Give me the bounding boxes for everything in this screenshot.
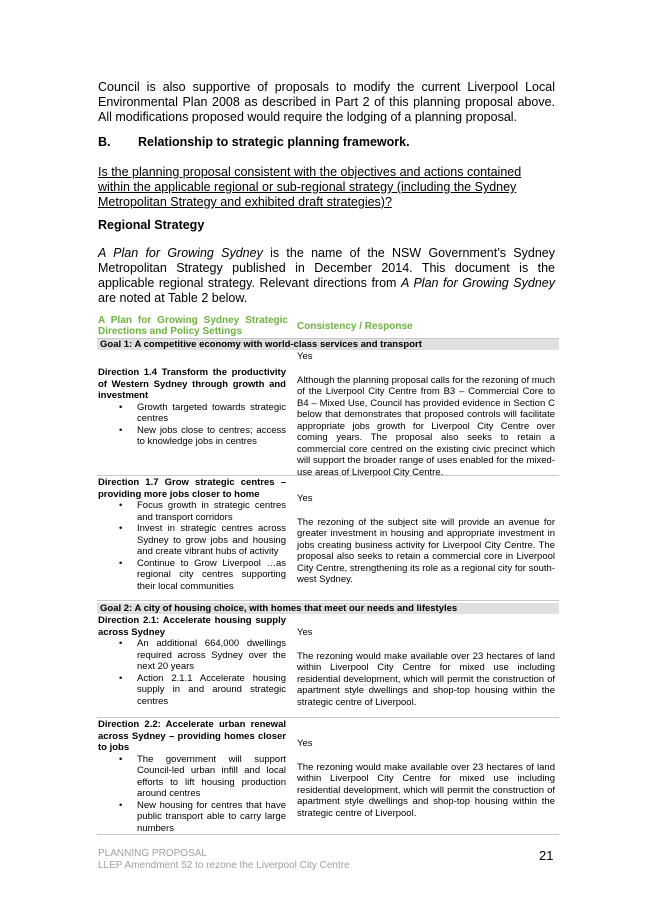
consistency-yes: Yes: [297, 351, 313, 362]
section-title: Relationship to strategic planning framework.: [138, 135, 410, 149]
direction-bullets: [98, 402, 286, 448]
direction-title: Direction 1.4 Transform the productivity of Western Sydney through growth and investment: [98, 367, 286, 401]
bullet-item: • Growth targeted towards strategic centres: [119, 401, 286, 424]
page-number: 21: [539, 848, 554, 863]
bullet-item: • Invest in strategic centres across Sydney to grow jobs and housing and create vibrant hubs of activity: [119, 523, 286, 557]
response-cell: [297, 493, 555, 586]
direction-cell: [98, 367, 286, 448]
direction-cell: [98, 615, 286, 707]
response-text: The rezoning would make available over 23 hectares of land within Liverpool City Centre for mixed use including residential development, which will permit the construction of apartment style dwellings and shop-top housing within the strategic centre of Liverpool.: [297, 650, 555, 708]
direction-bullets: [98, 638, 286, 707]
direction-cell: [98, 719, 286, 834]
bullet-item: • The government will support Council-led urban infill and local efforts to lift housing production around centres: [119, 753, 286, 799]
intro-paragraph: Council is also supportive of proposals to modify the current Liverpool Local Environmental Plan 2008 as described in Part 2 of this planning proposal above. All modifications proposed would require the lodging of a planning proposal.: [98, 80, 555, 124]
response-cell: [297, 351, 555, 478]
bullet-item: • An additional 664,000 dwellings required across Sydney over the next 20 years: [119, 638, 286, 672]
direction-title: Direction 2.2: Accelerate urban renewal across Sydney – providing homes closer to jobs: [98, 719, 286, 753]
direction-bullets: [98, 500, 286, 592]
response-cell: [297, 738, 555, 819]
strategy-question: Is the planning proposal consistent with the objectives and actions contained within the applicable regional or sub-regional strategy (including the Sydney Metropolitan Strategy and exhibited draft strategies)?: [98, 165, 522, 209]
direction-title: Direction 1.7 Grow strategic centres – providing more jobs closer to home: [98, 477, 286, 500]
bullet-item: • Continue to Grow Liverpool …as regional city centres supporting their local communities: [119, 557, 286, 592]
direction-title: Direction 2.1: Accelerate housing supply across Sydney: [98, 615, 286, 638]
consistency-yes: Yes: [297, 627, 313, 638]
section-heading: [98, 135, 410, 149]
footer-subtitle: LLEP Amendment 52 to rezone the Liverpool City Centre: [98, 860, 350, 871]
plan-title: A Plan for Growing Sydney: [401, 276, 555, 290]
response-cell: [297, 627, 555, 708]
direction-bullets: [98, 754, 286, 835]
direction-cell: [98, 477, 286, 592]
response-text: Although the planning proposal calls for the rezoning of much of the Liverpool City Centre from B3 – Commercial Core to B4 – Mixed Use, Council has provided evidence in Section C below that demonstrates that proposed controls will facilitate appropriate jobs growth for Liverpool City Centre over coming years. The proposal also seeks to retain a commercial core centred on the existing civic precinct which will support the broader range of uses enabled for the mixed-use areas of Liverpool City Centre.: [297, 374, 555, 478]
page-footer: [98, 848, 350, 872]
table-rule: [97, 600, 559, 601]
plan-title: A Plan for Growing Sydney: [98, 246, 263, 260]
strategy-text: is the name of the NSW Government’s Sydney Metropolitan Strategy published in December 2014. This document is the applicable regional strategy. Relevant directions from: [98, 246, 555, 290]
regional-strategy-heading: Regional Strategy: [98, 218, 205, 232]
section-letter: B.: [98, 135, 111, 149]
bullet-item: • New jobs close to centres; access to knowledge jobs in centres: [119, 424, 286, 447]
strategy-text: are noted at Table 2 below.: [98, 291, 248, 305]
bullet-item: • Action 2.1.1 Accelerate housing supply in and around strategic centres: [119, 672, 286, 707]
goal-2-bar: Goal 2: A city of housing choice, with homes that meet our needs and lifestyles: [97, 603, 559, 614]
strategy-paragraph: [98, 246, 555, 306]
table-header-directions: A Plan for Growing Sydney Strategic Directions and Policy Settings: [98, 315, 288, 337]
goal-1-bar: Goal 1: A competitive economy with world-class services and transport: [97, 339, 559, 350]
consistency-yes: Yes: [297, 738, 313, 749]
bullet-item: • Focus growth in strategic centres and transport corridors: [119, 500, 286, 523]
table-rule: [97, 717, 559, 718]
table-rule: [97, 834, 559, 835]
response-text: The rezoning of the subject site will provide an avenue for greater investment in housing and appropriate investment in jobs creating business activity for Liverpool City Centre. The proposal also seeks to retain a commercial core in Liverpool City Centre, strengthening its role as a regional city for south-west Sydney.: [297, 516, 555, 585]
consistency-yes: Yes: [297, 493, 313, 504]
response-text: The rezoning would make available over 23 hectares of land within Liverpool City Centre for mixed use including residential development, which will permit the construction of apartment style dwellings and shop-top housing within the strategic centre of Liverpool.: [297, 761, 555, 819]
table-rule: [97, 475, 559, 476]
table-header-response: Consistency / Response: [297, 321, 413, 332]
footer-title: PLANNING PROPOSAL: [98, 848, 207, 859]
bullet-item: • New housing for centres that have public transport able to carry large numbers: [119, 799, 286, 834]
